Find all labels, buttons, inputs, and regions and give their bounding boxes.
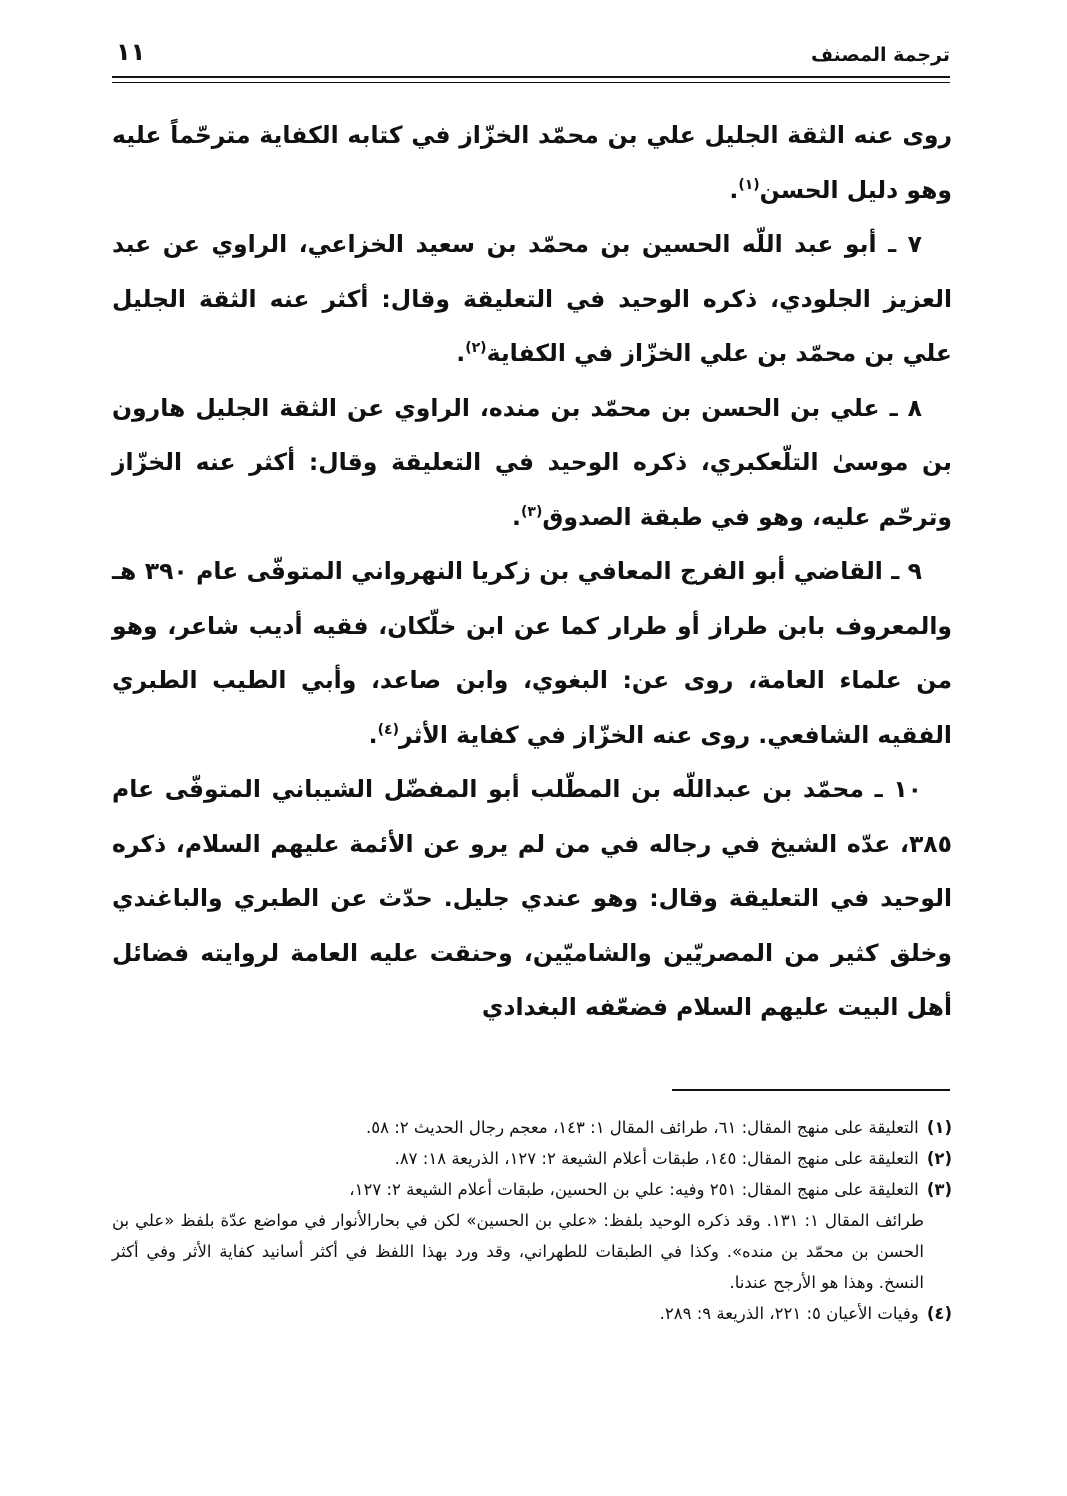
paragraph-1-text: روى عنه الثقة الجليل علي بن محمّد الخزّاز في كتابه الكفاية مترحّماً عليه وهو دليل الحسن (112, 121, 952, 204)
header-rule-thick (112, 76, 950, 78)
footnote-3 (112, 1174, 952, 1205)
paragraph-4-end: . (368, 720, 378, 749)
footnote-text: وفيات الأعيان ٥: ٢٢١، الذريعة ٩: ٢٨٩. (659, 1304, 919, 1323)
paragraph-5 (112, 762, 952, 1035)
paragraph-2 (112, 217, 952, 381)
footnote-2 (112, 1143, 952, 1174)
paragraph-3 (112, 381, 952, 545)
footnote-number: (١) (926, 1118, 952, 1137)
footnote-text: التعليقة على منهج المقال: ٦١، طرائف المقال ١: ١٤٣، معجم رجال الحديث ٢: ٥٨. (365, 1118, 919, 1137)
main-text (112, 108, 952, 1035)
paragraph-1 (112, 108, 952, 217)
footnote-number: (٢) (926, 1149, 952, 1168)
paragraph-3-text: ٨ ـ علي بن الحسن بن محمّد بن منده، الراوي عن الثقة الجليل هارون بن موسىٰ التلّعكبري، ذكره الوحيد في التعليقة وقال: أكثر عنه الخزّاز وترحّم عليه، وهو في طبقة الصدوق (112, 393, 952, 531)
footnote-separator (672, 1089, 950, 1091)
footnote-ref-1[interactable]: (١) (738, 176, 760, 193)
footnote-3-continuation (112, 1205, 952, 1298)
footnote-ref-2[interactable]: (٢) (465, 340, 487, 356)
paragraph-1-end: . (729, 175, 739, 204)
footnote-4 (112, 1298, 952, 1329)
paragraph-3-end: . (512, 502, 521, 531)
footnote-ref-4[interactable]: (٤) (377, 721, 399, 738)
footnote-text: طرائف المقال ١: ١٣١. وقد ذكره الوحيد بلفظ: «علي بن الحسين» لكن في بحارالأنوار في مواضع عدّة بلفظ «علي بن الحسن بن محمّد بن منده». وكذا في الطبقات للطهراني، وقد ورد بهذا اللفظ في أكثر أسانيد كفاية الأثر وفي أكثر النسخ. وهذا هو الأرجح عندنا. (112, 1211, 925, 1292)
page-number: ١١ (116, 38, 146, 66)
footnote-number: (٣) (926, 1180, 952, 1199)
footnote-text: التعليقة على منهج المقال: ١٤٥، طبقات أعلام الشيعة ٢: ١٢٧، الذريعة ١٨: ٨٧. (394, 1149, 919, 1168)
paragraph-4 (112, 544, 952, 762)
paragraph-5-text: ١٠ ـ محمّد بن عبداللّه بن المطّلب أبو المفضّل الشيباني المتوفّى عام ٣٨٥، عدّه الشيخ في رجاله في من لم يرو عن الأئمة عليهم السلام، ذكره الوحيد في التعليقة وقال: وهو عندي جليل. حدّث عن الطبري والباغندي وخلق كثير من المصريّين والشاميّين، وحنقت عليه العامة لروايته فضائل أهل البيت عليهم السلام فضعّفه البغدادي (112, 775, 952, 1021)
header-title: ترجمة المصنف (810, 44, 950, 66)
paragraph-2-text: ٧ ـ أبو عبد اللّه الحسين بن محمّد بن سعيد الخزاعي، الراوي عن عبد العزيز الجلودي، ذكره الوحيد في التعليقة وقال: أكثر عنه الثقة الجليل علي بن محمّد بن علي الخزّاز في الكفاية (112, 230, 952, 367)
footnotes (112, 1112, 952, 1329)
paragraph-2-end: . (456, 339, 466, 367)
header-rule-thin (112, 82, 950, 83)
footnote-ref-3[interactable]: (٣) (520, 503, 543, 520)
paragraph-4-text: ٩ ـ القاضي أبو الفرج المعافي بن زكريا النهرواني المتوفّى عام ٣٩٠ هـ والمعروف بابن طراز أو طرار كما عن ابن خلّكان، فقيه أديب شاعر، وهو من علماء العامة، روى عن: البغوي، وابن صاعد، وأبي الطيب الطبري الفقيه الشافعي. روى عنه الخزّاز في كفاية الأثر (112, 557, 952, 749)
footnote-text: التعليقة على منهج المقال: ٢٥١ وفيه: علي بن الحسين، طبقات أعلام الشيعة ٢: ١٢٧، (349, 1180, 919, 1199)
footnote-number: (٤) (926, 1304, 952, 1323)
footnote-1 (112, 1112, 952, 1143)
running-header (112, 36, 950, 80)
